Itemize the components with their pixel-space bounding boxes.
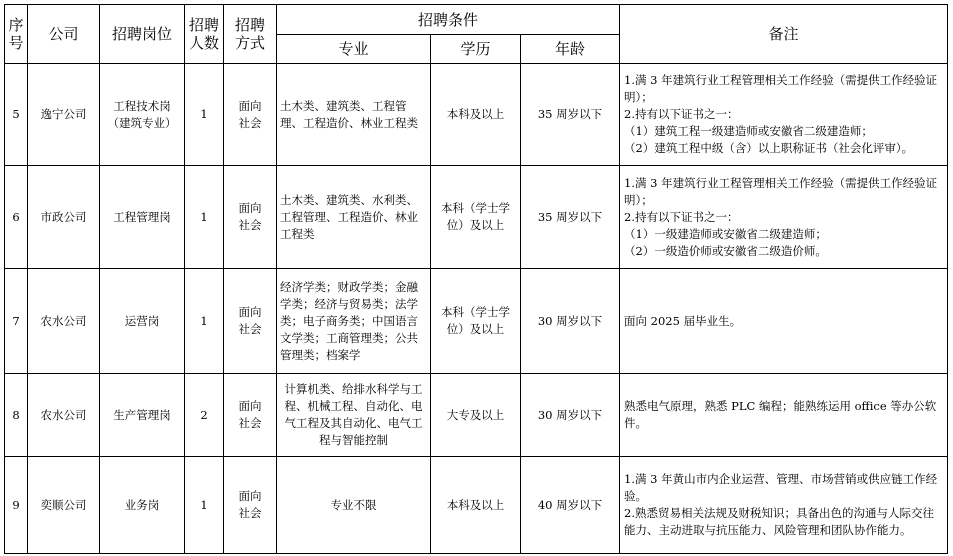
row-count: 2 [184,373,224,457]
header-seq: 序 号 [4,4,28,64]
remark-line: （1）一级建造师或安徽省二级建造师； [624,226,827,241]
remark-line: 面向 2025 届毕业生。 [624,313,742,328]
row-count: 1 [184,456,224,554]
row-company: 市政公司 [27,165,100,269]
header-education: 学历 [430,34,521,64]
header-company: 公司 [27,4,100,64]
recruitment-table [4,4,948,554]
row-method: 面向 社会 [223,165,277,269]
row-education: 本科及以上 [430,63,521,166]
row-age: 35 周岁以下 [520,63,620,166]
row-remarks [619,165,948,269]
row-position: 生产管理岗 [99,373,185,457]
header-major: 专业 [276,34,431,64]
header-remarks: 备注 [619,4,948,64]
row-remarks [619,268,948,374]
row-education: 本科（学士学位）及以上 [430,165,521,269]
remark-line: 1.满 3 年黄山市内企业运营、管理、市场营销或供应链工作经验。 [624,472,938,503]
row-age: 40 周岁以下 [520,456,620,554]
row-position: 运营岗 [99,268,185,374]
remark-line: 1.满 3 年建筑行业工程管理相关工作经验（需提供工作经验证明）； [624,175,938,207]
remark-line: 1.满 3 年建筑行业工程管理相关工作经验（需提供工作经验证明）； [624,73,938,104]
header-age: 年龄 [520,34,620,64]
row-education: 本科（学士学位）及以上 [430,268,521,374]
row-remarks [619,456,948,554]
row-major: 土木类、建筑类、工程管理、工程造价、林业工程类 [276,63,431,166]
row-education: 本科及以上 [430,456,521,554]
row-seq: 5 [4,63,28,166]
row-position: 工程管理岗 [99,165,185,269]
remark-line: 熟悉电气原理，熟悉 PLC 编程；能熟练运用 office 等办公软件。 [624,399,937,430]
row-method: 面向 社会 [223,268,277,374]
row-company: 奕顺公司 [27,456,100,554]
remark-line: 2.持有以下证书之一： [624,107,739,121]
row-seq: 6 [4,165,28,269]
header-position: 招聘岗位 [99,4,185,64]
row-seq: 7 [4,268,28,374]
row-seq: 8 [4,373,28,457]
row-position: 工程技术岗 （建筑专业） [99,63,185,166]
remark-line: （1）建筑工程一级建造师或安徽省二级建造师； [624,124,873,138]
header-conditions: 招聘条件 [276,4,620,35]
row-count: 1 [184,165,224,269]
row-major: 经济学类；财政学类；金融学类；经济与贸易类；法学类；电子商务类；中国语言文学类；工商管理类；公共管理类；档案学 [276,268,431,374]
row-major: 专业不限 [276,456,431,554]
remark-line: （2）建筑工程中级（含）以上职称证书（社会化评审）。 [624,141,914,155]
row-age: 35 周岁以下 [520,165,620,269]
row-major: 计算机类、给排水科学与工程、机械工程、自动化、电气工程及其自动化、电气工程与智能控制 [276,373,431,457]
row-company: 逸宁公司 [27,63,100,166]
row-method: 面向 社会 [223,373,277,457]
row-age: 30 周岁以下 [520,268,620,374]
row-position: 业务岗 [99,456,185,554]
remark-line: （2）一级造价师或安徽省二级造价师。 [624,243,827,258]
row-method: 面向 社会 [223,63,277,166]
header-count: 招聘 人数 [184,4,224,64]
row-education: 大专及以上 [430,373,521,457]
row-company: 农水公司 [27,268,100,374]
row-remarks [619,63,948,166]
header-method: 招聘 方式 [223,4,277,64]
remark-line: 2.熟悉贸易相关法规及财税知识；具备出色的沟通与人际交往能力、主动进取与抗压能力、风险管理和团队协作能力。 [624,506,934,537]
row-seq: 9 [4,456,28,554]
row-count: 1 [184,268,224,374]
row-major: 土木类、建筑类、水利类、工程管理、工程造价、林业工程类 [276,165,431,269]
remark-line: 2.持有以下证书之一： [624,209,739,224]
row-count: 1 [184,63,224,166]
row-remarks [619,373,948,457]
row-age: 30 周岁以下 [520,373,620,457]
row-company: 农水公司 [27,373,100,457]
row-method: 面向 社会 [223,456,277,554]
